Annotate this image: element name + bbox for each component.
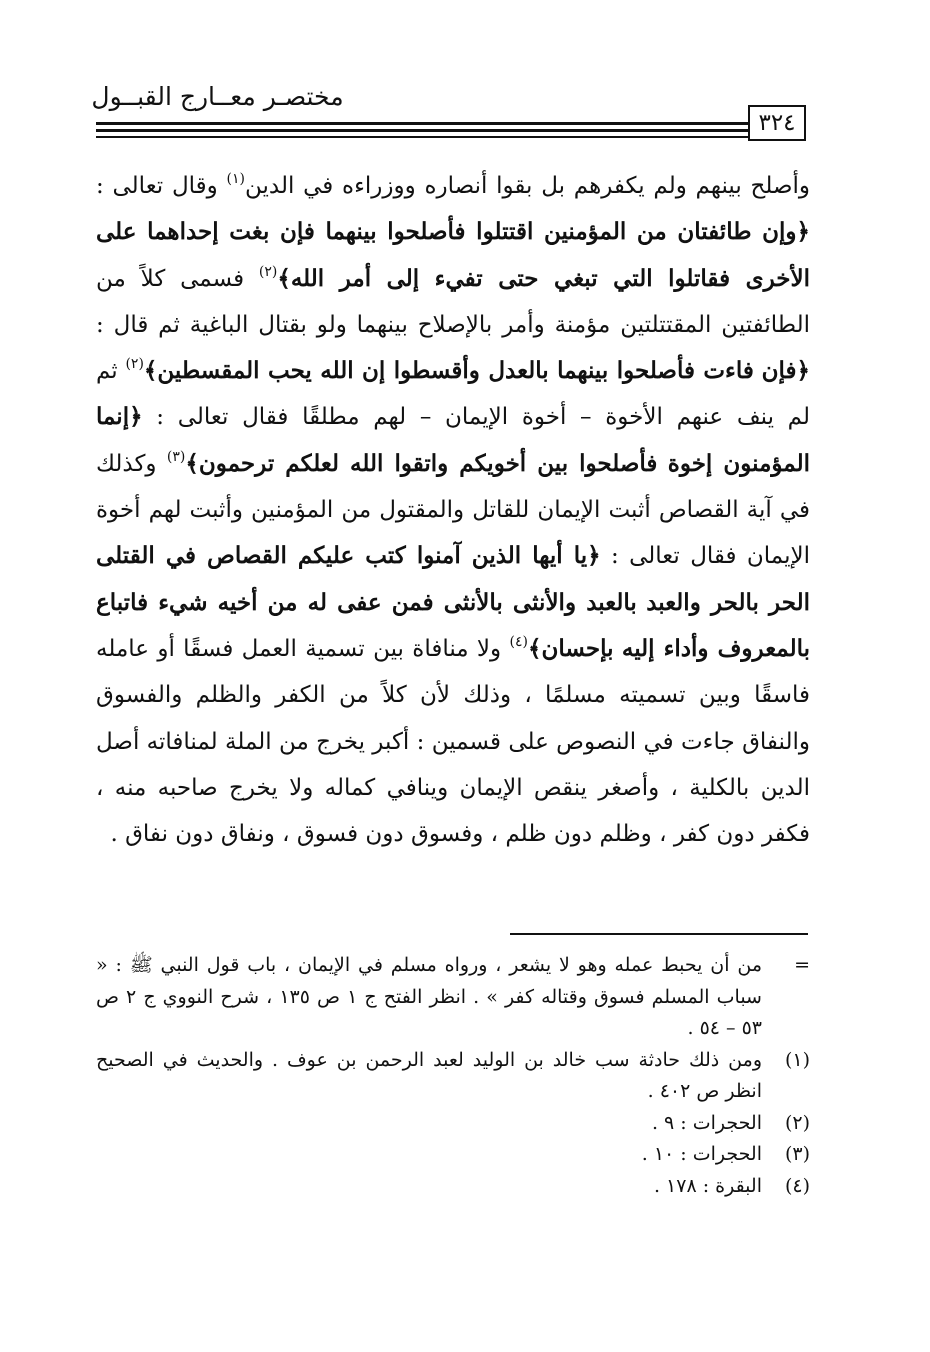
text-segment: عنهم الأخوة – أخوة الإيمان – لهم مطلقًا فقال تعالى : bbox=[142, 404, 724, 431]
footnote-text: ومن ذلك حادثة سب خالد بن الوليد لعبد الرحمن بن عوف . والحديث في الصحيح انظر ص ٤٠٢ . bbox=[96, 1048, 762, 1102]
footnote-item bbox=[96, 1139, 810, 1171]
text-segment: الطائفتين المقتتلتين مؤمنة وأمر بالإصلاح بينهما ولو بقتال الباغية ثم قال : bbox=[96, 311, 810, 338]
footnote-item bbox=[96, 1108, 810, 1140]
text-segment: النصوص على قسمين : أكبر يخرج من الملة لمنافاته أصل الدين بالكلية ، وأصغر bbox=[96, 728, 811, 801]
header-rule bbox=[96, 129, 748, 132]
text-segment: القصاص أثبت الإيمان للقاتل والمقتول من المؤمنين وأثبت لهم أخوة الإيمان فقال bbox=[96, 497, 811, 570]
quran-verse: ﴿إنما المؤمنون إخوة bbox=[96, 403, 810, 477]
footnote-text: البقرة : ١٧٨ . bbox=[653, 1174, 762, 1197]
quran-verse: بإحسان﴾ bbox=[527, 634, 614, 662]
header-rule bbox=[96, 122, 748, 125]
quran-verse: ﴿يا أيها الذين آمنوا كتب عليكم القصاص في القتلى الحر بالحر والعبد bbox=[96, 542, 810, 616]
footnote-item bbox=[96, 950, 810, 1045]
quran-verse: فاءت فأصلحوا بينهما بالعدل وأقسطوا إن الله يحب المقسطين﴾ bbox=[143, 357, 754, 385]
text-segment: ثم لم ينف bbox=[96, 358, 810, 431]
quran-verse: الأخرى فقاتلوا التي تبغي حتى تفيء إلى أمر الله﴾ bbox=[277, 264, 810, 292]
text-segment: ولا منافاة بين تسمية العمل فسقًا أو عامله فاسقًا وبين تسميته bbox=[96, 635, 810, 709]
text-segment: وقال تعالى : bbox=[96, 173, 227, 199]
footnote-mark: (٣) bbox=[784, 1143, 810, 1165]
footnote-separator bbox=[510, 933, 808, 935]
footnote-ref: (٣) bbox=[166, 448, 186, 465]
footnote-text: من أن يحبط عمله وهو لا يشعر ، ورواه مسلم في الإيمان ، باب قول النبي ﷺ : « سباب المسلم فسوق وقتاله كفر » . انظر الفتح ج ١ ص ١٣٥ ، شرح النووي ج ٢ ص ٥٣ – ٥٤ . bbox=[96, 954, 762, 1039]
footnote-item bbox=[96, 1171, 810, 1203]
text-segment: دون ظلم ، وفسوق دون فسوق ، ونفاق دون نفاق . bbox=[110, 821, 593, 848]
footnote-mark: (٤) bbox=[784, 1174, 810, 1197]
footnote-ref: (٢) bbox=[125, 356, 144, 373]
text-segment: وأصلح بينهم ولم يكفرهم بل بقوا أنصاره ووزراءه في الدين bbox=[244, 173, 810, 199]
footnote-ref: (١) bbox=[226, 171, 245, 187]
quran-verse: فأصلحوا بين أخويكم واتقوا الله لعلكم ترحمون﴾ bbox=[185, 449, 658, 477]
footnote-item bbox=[96, 1045, 810, 1108]
quran-verse: بالعبد والأنثى بالأنثى فمن عفى له من أخيه شيء فاتباع بالمعروف وأداء إليه bbox=[96, 588, 811, 662]
text-segment: فسمى كلاً من bbox=[96, 265, 259, 292]
footnote-mark: = bbox=[794, 954, 810, 976]
main-text bbox=[96, 163, 810, 857]
quran-verse: ﴿فإن bbox=[761, 357, 810, 385]
footnote-ref: (٢) bbox=[258, 263, 278, 280]
text-segment: ينقص الإيمان وينافي كماله ولا يخرج صاحبه منه ، فكفر دون كفر ، وظلم bbox=[96, 774, 810, 848]
header-rule bbox=[96, 136, 748, 138]
page-number: ٣٢٤ bbox=[748, 105, 806, 141]
body-paragraph bbox=[96, 163, 810, 857]
text-segment: مسلمًا ، وذلك لأن كلاً من الكفر والظلم والفسوق والنفاق جاءت في bbox=[96, 682, 810, 755]
footnote-text: الحجرات : ٩ . bbox=[651, 1111, 762, 1134]
footnote-text: الحجرات : ١٠ . bbox=[641, 1143, 762, 1165]
footnote-ref: (٤) bbox=[509, 633, 528, 650]
running-title: مختصـر معــارج القبــول bbox=[91, 82, 344, 111]
text-segment: تعالى : bbox=[600, 543, 680, 570]
footnote-mark: (١) bbox=[784, 1048, 810, 1071]
text-segment: وكذلك في آية bbox=[96, 450, 810, 524]
quran-verse: ﴿وإن طائفتان من المؤمنين اقتتلوا فأصلحوا بينهما فإن بغت إحداهما على bbox=[96, 218, 810, 246]
footnote-mark: (٢) bbox=[784, 1111, 810, 1134]
footnotes bbox=[96, 950, 810, 1202]
